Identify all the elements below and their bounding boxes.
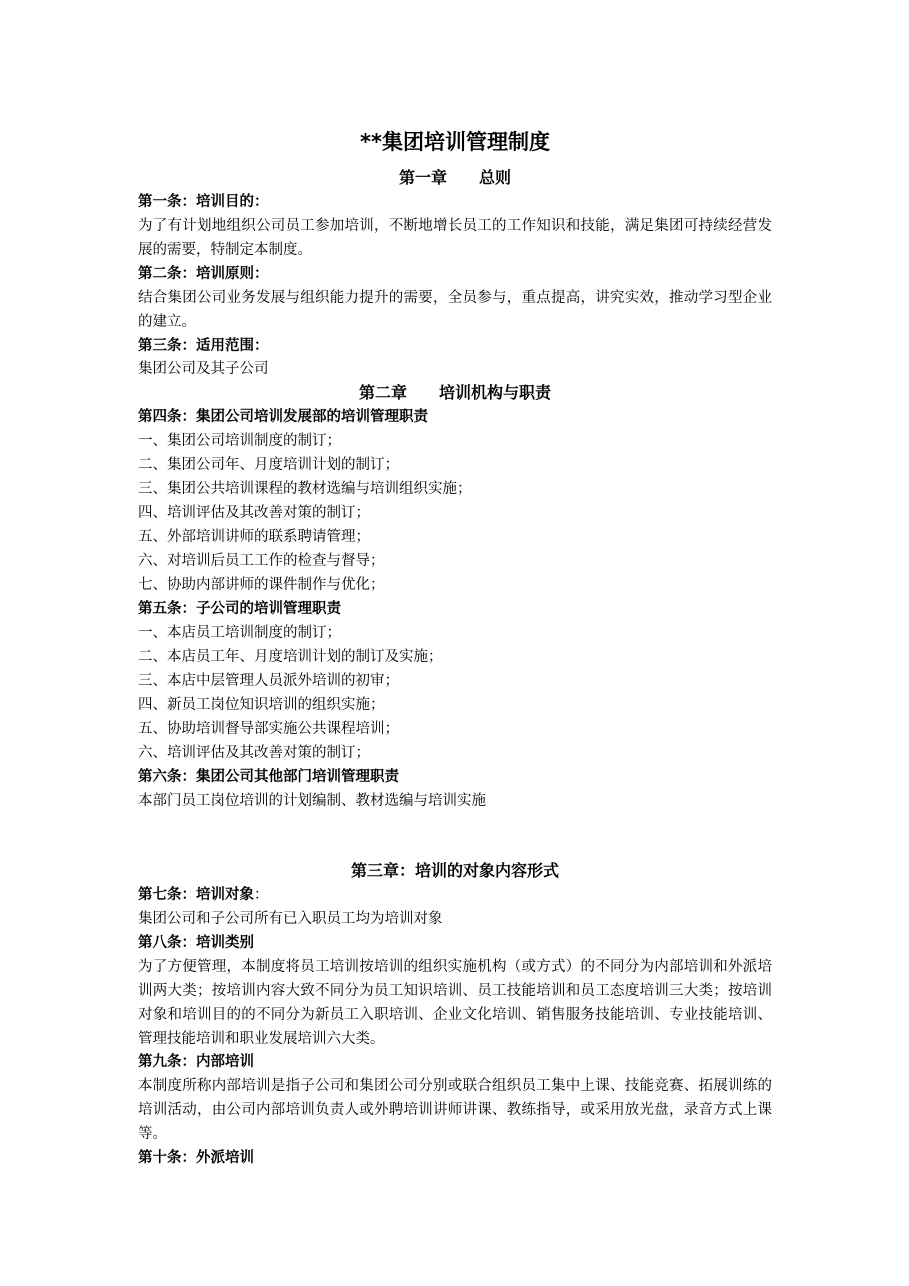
chapter-1-heading: 第一章 总则 xyxy=(398,168,511,187)
list-item: 五、外部培训讲师的联系聘请管理； xyxy=(138,529,370,545)
list-item: 六、对培训后员工工作的检查与督导； xyxy=(138,553,385,569)
list-item: 三、集团公共培训课程的教材选编与培训组织实施； xyxy=(138,481,472,497)
article-7-text: 集团公司和子公司所有已入职员工均为培训对象 xyxy=(138,911,443,927)
list-item: 六、培训评估及其改善对策的制订； xyxy=(138,745,370,761)
document-title: **集团培训管理制度 xyxy=(360,130,550,154)
article-6-text: 本部门员工岗位培训的计划编制、教材选编与培训实施 xyxy=(138,793,486,809)
list-item: 二、本店员工年、月度培训计划的制订及实施； xyxy=(138,649,443,665)
article-9-label: 第九条：内部培训 xyxy=(138,1054,254,1070)
list-item: 二、集团公司年、月度培训计划的制订； xyxy=(138,457,399,473)
article-10-label: 第十条：外派培训 xyxy=(138,1150,254,1166)
article-3-text: 集团公司及其子公司 xyxy=(138,361,269,377)
article-7-label-text: 第七条：培训对象 xyxy=(138,887,254,903)
list-item: 四、培训评估及其改善对策的制订； xyxy=(138,505,370,521)
article-9-text: 本制度所称内部培训是指子公司和集团公司分别或联合组织员工集中上课、技能竞赛、拓展训练的培训活动，由公司内部培训负责人或外聘培训讲师讲课、教练指导，或采用放光盘，录音方式上课等。 xyxy=(138,1078,772,1142)
list-item: 一、本店员工培训制度的制订； xyxy=(138,625,341,641)
article-8-label: 第八条：培训类别 xyxy=(138,935,254,951)
article-3-label: 第三条：适用范围： xyxy=(138,338,269,354)
list-item: 五、协助培训督导部实施公共课程培训； xyxy=(138,721,399,737)
article-1-text: 为了有计划地组织公司员工参加培训，不断地增长员工的工作知识和技能，满足集团可持续经营发展的需要，特制定本制度。 xyxy=(138,218,772,258)
article-7-label xyxy=(138,883,269,907)
list-item: 一、集团公司培训制度的制订； xyxy=(138,433,341,449)
article-7-label-colon: ： xyxy=(254,887,269,903)
article-8-text: 为了方便管理，本制度将员工培训按培训的组织实施机构（或方式）的不同分为内部培训和外派培训两大类；按培训内容大致不同分为员工知识培训、员工技能培训和员工态度培训三大类；按培训对象和培训目的的不同分为新员工入职培训、企业文化培训、销售服务技能培训、专业技能培训、管理技能培训和职业发展培训六大类。 xyxy=(138,959,772,1047)
article-6-label: 第六条：集团公司其他部门培训管理职责 xyxy=(138,769,399,785)
list-item: 四、新员工岗位知识培训的组织实施； xyxy=(138,697,385,713)
list-item: 七、协助内部讲师的课件制作与优化； xyxy=(138,577,385,593)
article-2-label: 第二条：培训原则： xyxy=(138,266,269,282)
article-4-label: 第四条：集团公司培训发展部的培训管理职责 xyxy=(138,409,428,425)
chapter-2-heading: 第二章 培训机构与职责 xyxy=(358,383,551,402)
article-5-label: 第五条：子公司的培训管理职责 xyxy=(138,601,341,617)
chapter-3-heading: 第三章：培训的对象内容形式 xyxy=(350,861,559,880)
article-2-text: 结合集团公司业务发展与组织能力提升的需要，全员参与，重点提高，讲究实效，推动学习型企业的建立。 xyxy=(138,290,772,330)
list-item: 三、本店中层管理人员派外培训的初审； xyxy=(138,673,399,689)
article-1-label: 第一条：培训目的： xyxy=(138,194,269,210)
